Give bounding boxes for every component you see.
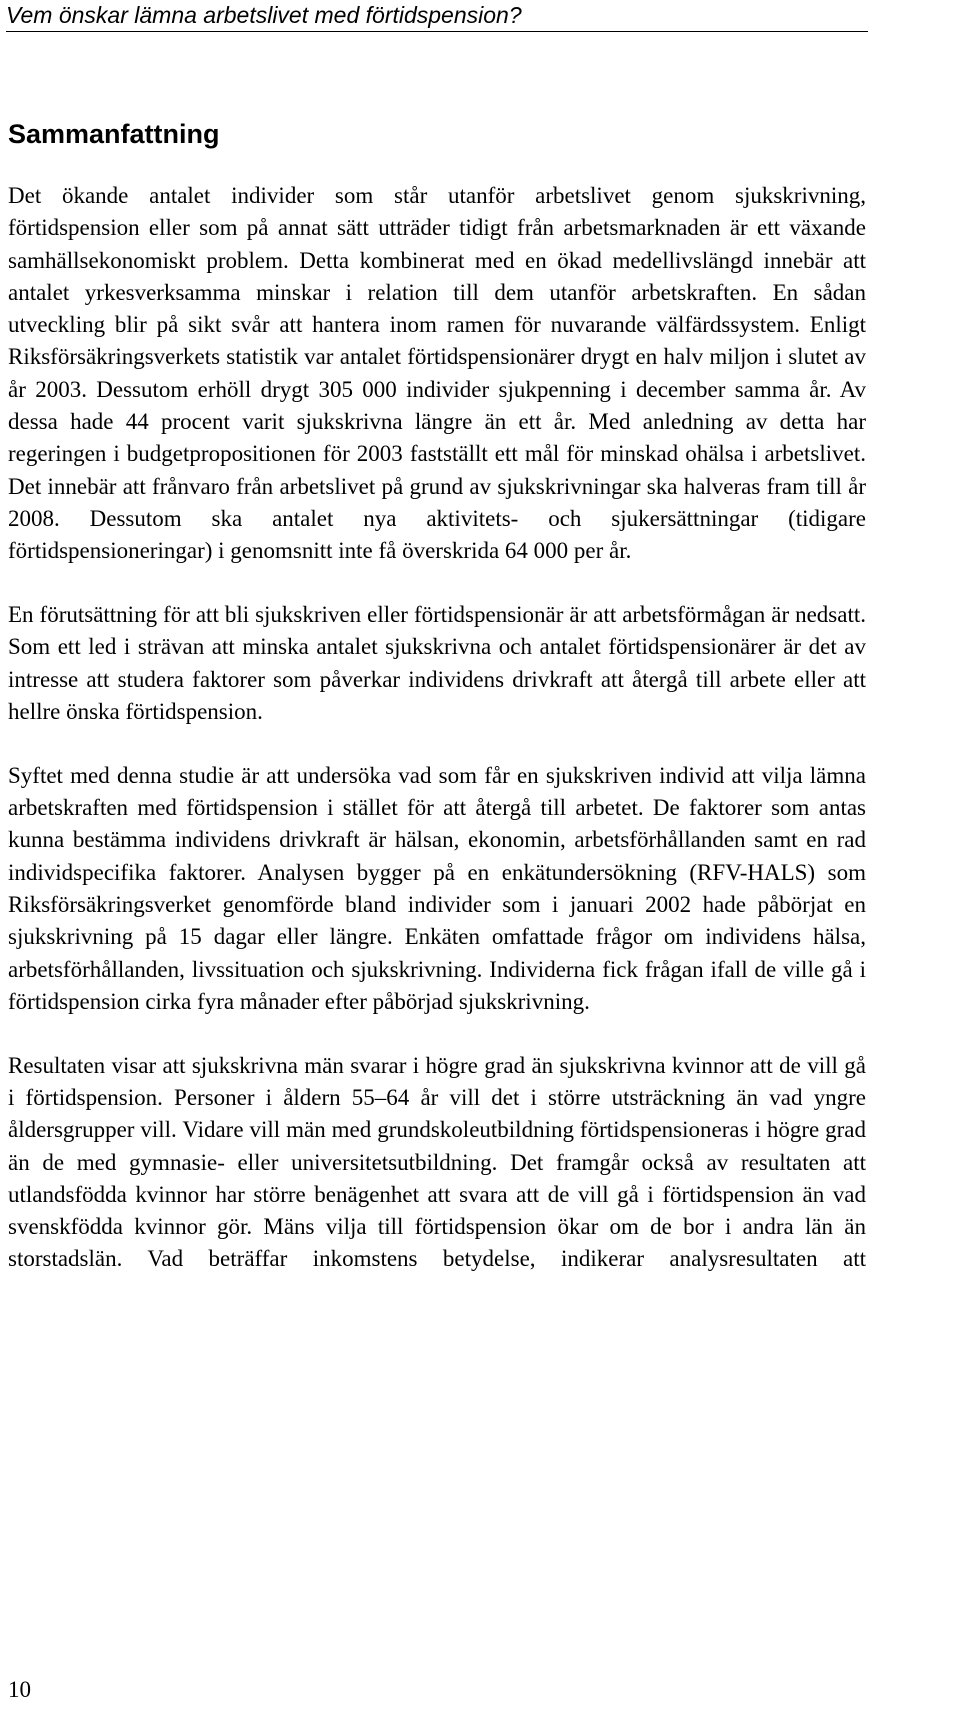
paragraph-results: Resultaten visar att sjukskrivna män svarar i högre grad än sjukskrivna kvinnor att de vill gå i förtidspension. Personer i åldern 55–64 år vill det i större utsträckning än vad yngre åldersgrupper vill. Vidare vill män med grundskoleutbildning förtidspensioneras i högre grad än de med gymnasie- eller universitetsutbildning. Det framgår också av resultaten att utlandsfödda kvinnor har större benägenhet att svara att de vill gå i förtidspension än vad svenskfödda kvinnor gör. Mäns vilja till förtidspension ökar om de bor i andra län än storstadslän. Vad beträffar inkomstens betydelse, indikerar analysresultaten att	[8, 1052, 866, 1272]
paragraph-background: Det ökande antalet individer som står utanför arbetslivet genom sjukskrivning, förtidspension eller som på annat sätt utträder tidigt från arbetsmarknaden är ett växande samhällsekonomiskt problem. Detta kombinerat med en ökad medellivslängd innebär att antalet yrkesverksamma minskar i relation till dem utanför arbetskraften. En sådan utveckling blir på sikt svår att hantera inom ramen för nuvarande välfärdssystem. Enligt Riksförsäkringsverkets statistik var antalet förtidspensionärer drygt en halv miljon i slutet av år 2003. Dessutom erhöll drygt 305 000 individer sjukpenning i december samma år. Av dessa hade 44 procent varit sjukskrivna längre än ett år. Med anledning av detta har regeringen i budgetpropositionen för 2003 fastställt ett mål för minskad ohälsa i arbetslivet. Det innebär att frånvaro från arbetslivet på grund av sjukskrivningar ska halveras fram till år 2008. Dessutom ska antalet nya aktivitets- och sjukersättningar (tidigare förtidspensioneringar) i genomsnitt inte få överskrida 64 000 per år.	[8, 183, 866, 564]
section-title: Sammanfattning	[8, 119, 220, 149]
running-header: Vem önskar lämna arbetslivet med förtidspension?	[6, 2, 522, 28]
paragraph-work-capacity: En förutsättning för att bli sjukskriven eller förtidspensionär är att arbetsförmågan är nedsatt. Som ett led i strävan att minska antalet sjukskrivna och antalet förtidspensionärer är det av intresse att studera faktorer som påverkar individens drivkraft att återgå till arbete eller att hellre önska förtidspension.	[8, 602, 866, 724]
paragraph-purpose: Syftet med denna studie är att undersöka vad som får en sjukskriven individ att vilja lämna arbetskraften med förtidspension i stället för att återgå till arbetet. De faktorer som antas kunna bestämma individens drivkraft är hälsan, ekonomin, arbetsförhållanden samt en rad individspecifika faktorer. Analysen bygger på en enkätundersökning (RFV-HALS) som Riksförsäkringsverket genomförde bland individer som i januari 2002 hade påbörjat en sjukskrivning på 15 dagar eller längre. Enkäten omfattade frågor om individens hälsa, arbetsförhållanden, livssituation och sjukskrivning. Individerna fick frågan ifall de ville gå i förtidspension cirka fyra månader efter påbörjad sjukskrivning.	[8, 762, 866, 1014]
header-divider	[6, 31, 868, 32]
page-number: 10	[8, 1677, 31, 1702]
body-text	[8, 180, 866, 1307]
